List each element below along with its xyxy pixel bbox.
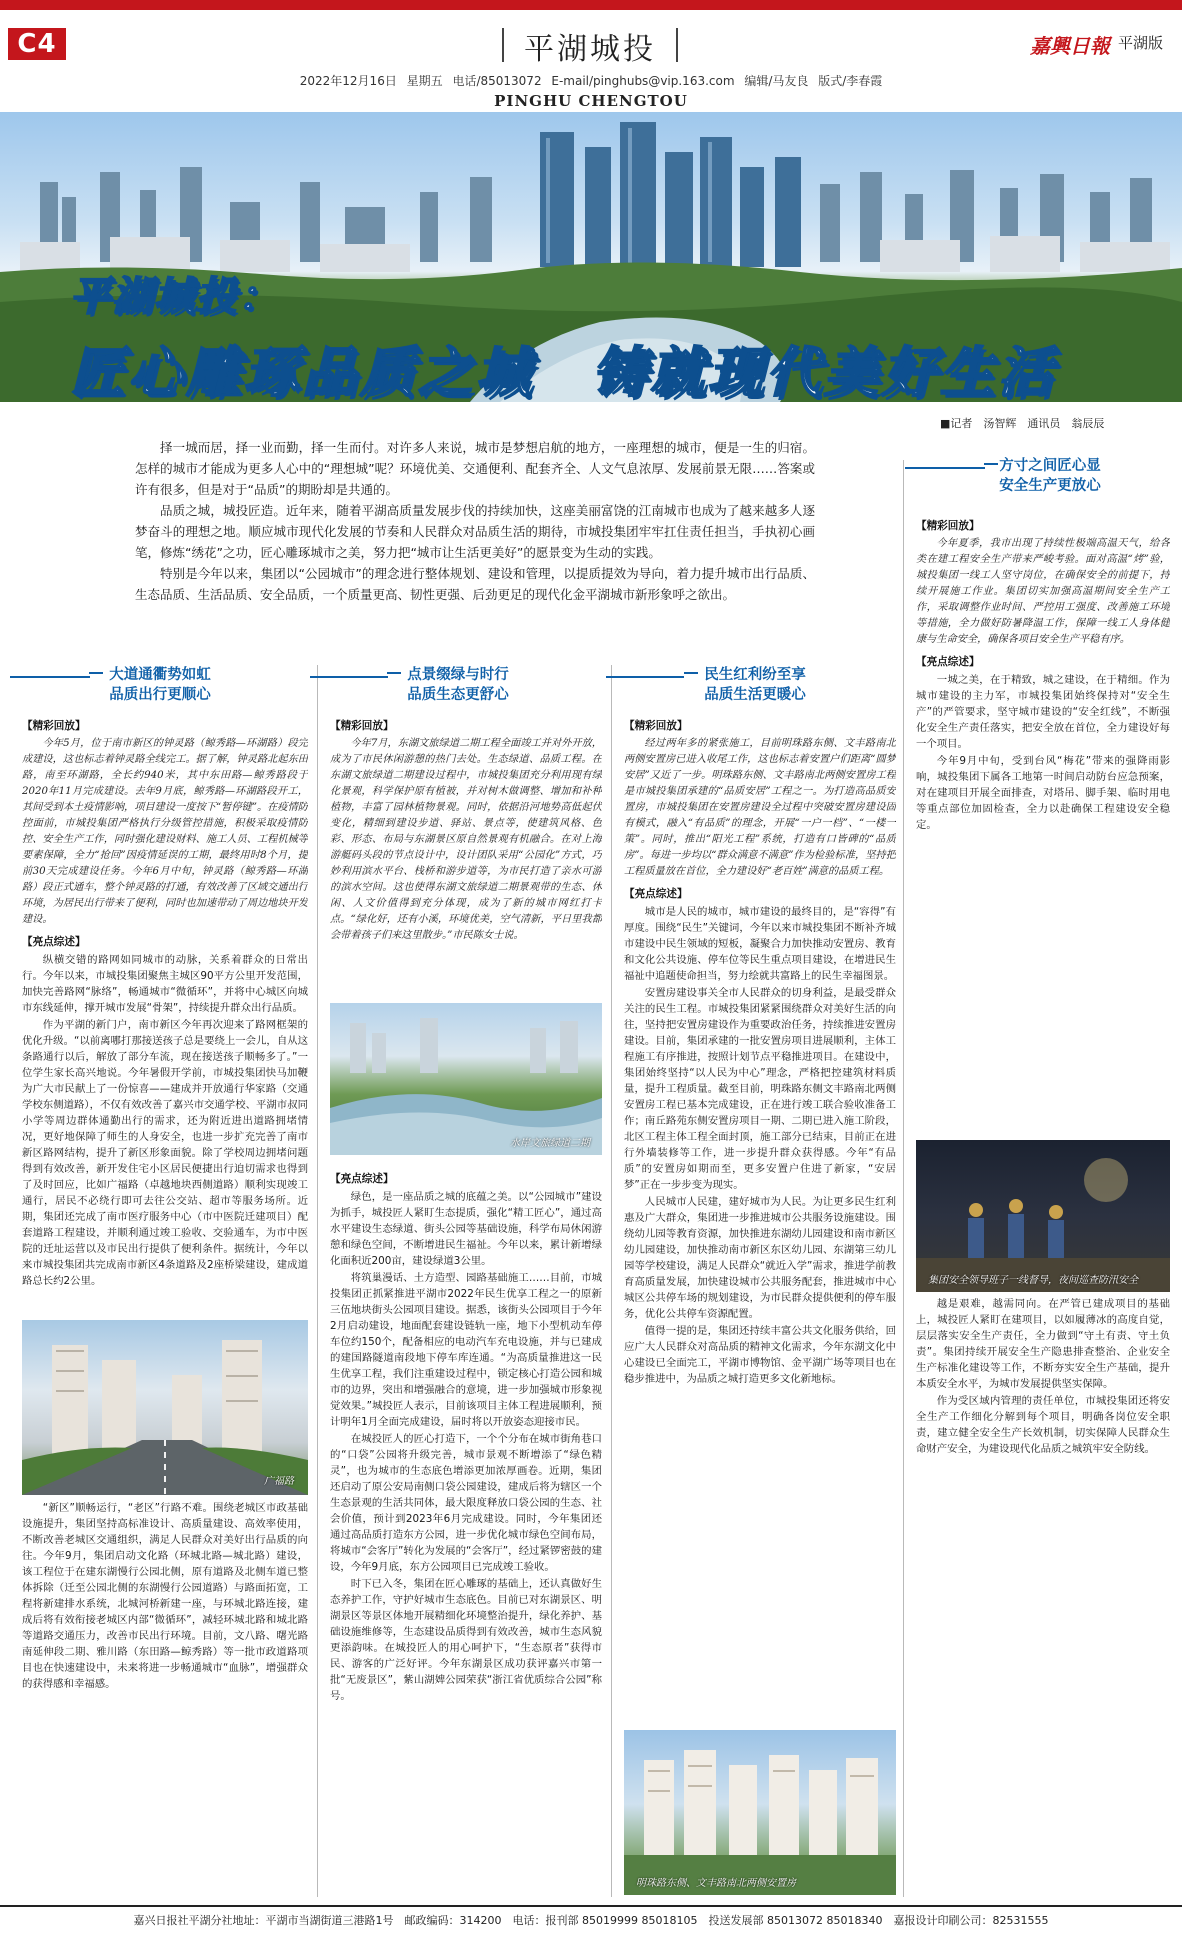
review-text: 今年7月，东湖文旅绿道二期工程全面竣工并对外开放，成为了市民休闲游憩的热门去处。生态绿道、品质工程。在东湖文旅绿道二期建设过程中，市城投集团充分利用现有绿化景观，科学保护原有植被，并对树木做调整、增加和补种植物，丰富了园林植物景观。同时，依据沿河地势高低起伏变化，精细到建设步道、驿站、景点等，使建筑风格、色彩、形态、布局与东湖景区原自然景观有机融合。在对上海游艇码头段的节点设计中，设计团队采用“公园化”方式，巧妙利用滨水平台、栈桥和游步道等，为市民打造了亲水可游的滨水空间。这也使得东湖文旅绿道二期景观带的生态、休闲、人文价值得到充分体现，成为了新的城市网红打卡点。“绿化好，还有小溪，环境优美，空气清新，平日里我都会带着孩子们来这里散步。”市民陈女士说。: [330, 738, 602, 941]
highlight-paragraph: 作为受区域内管理的责任单位，市城投集团还将安全生产工作细化分解到每个项目，明确各岗位安全职责，建立健全安全生产长效机制，切实保障人民群众生命财产安全，为建设现代化品质之城筑牢安全防线。: [916, 1395, 1170, 1455]
footer-rule: [0, 1905, 1182, 1907]
column-2-highlights: [330, 1165, 602, 1895]
column-4-heading-rule: [905, 467, 985, 469]
issue-meta-line: 2022年12月16日 星期五 电话/85013072 E-mail/pinghubs@vip.163.com 编辑/马友良 版式/李春霞: [299, 74, 883, 88]
highlight-tag: 【亮点综述】: [916, 656, 980, 668]
newspaper-logo: 嘉興日報: [1030, 34, 1110, 58]
column-1-photo-caption: 广福路: [264, 1476, 294, 1487]
highlight-paragraph: 越是艰难，越需同向。在严管已建成项目的基础上，城投匠人紧盯在建项目，以如履薄冰的高度自觉，层层落实安全生产责任，全力做到“守土有责、守土负责”。集团持续开展安全生产隐患排查整治、企业安全生产标准化建设等工作，不断夯实安全生产基础，提升本质安全水平，为城市发展提供坚实保障。: [916, 1298, 1170, 1390]
column-2-heading-line2: 品质生态更舒心: [407, 687, 509, 703]
column-divider: [903, 460, 904, 1897]
greenway-photo-illustration: [330, 1003, 602, 1155]
review-text: 经过两年多的紧张施工，目前明珠路东侧、文丰路南北两侧安置房已进入收尾工作，这也标志着安置户们距离“圆梦安居”又近了一步。明珠路东侧、文丰路南北两侧安置房工程是市城投集团承建的“品质安居”工程之一。为打造高品质安置房，市城投集团在安置房建设全过程中突破安置房建设固有模式，融入“有品质”的理念，开展“一户一档”、“一楼一策”。同时，推出“阳光工程”系统，打造有口皆碑的“品质房”。每进一步均以“群众满意不满意”作为检验标准，坚持把工程质量放在首位，全力建设好“老百姓”满意的品质工程。: [624, 738, 896, 877]
page-number-badge: C4: [8, 28, 66, 60]
column-3-photo-caption: 明珠路东侧、文丰路南北两侧安置房: [636, 1878, 796, 1889]
intro-paragraph: 品质之城，城投匠造。近年来，随着平湖高质量发展步伐的持续加快，这座美丽富饶的江南城市也成为了越来越多人逐梦奋斗的理想之地。顺应城市现代化发展的节奏和人民群众对品质生活的期待，市城投集团牢牢扛住责任担当，手执初心画笔，修炼“绣花”之功，匠心雕琢城市之美，努力把“城市让生活更美好”的愿景变为生动的实践。: [135, 503, 815, 560]
review-tag: 【精彩回放】: [916, 520, 980, 532]
column-4-photo: [916, 1140, 1170, 1292]
highlight-paragraph: 在城投匠人的匠心打造下，一个个分布在城市街角巷口的“口袋”公园将升级完善，城市景观不断增添了“绿色精灵”，也为城市的生态底色增添更加浓厚画卷。近期，集团还启动了原公安局南侧口袋公园建设，建成后将为辖区一个生态景观的生活共同体，最大限度释放口袋公园的生态、社会价值，预计到2023年6月完成建设。同时，今年集团还通过高品质打造东方公园，进一步优化城市绿色空间布局，将城市“会客厅”转化为发展的“会客厅”，经过紧锣密鼓的建设，今年9月底，东方公园项目已完成竣工验收。: [330, 1433, 602, 1573]
highlight-paragraph: 今年9月中旬，受到台风“梅花”带来的强降雨影响，城投集团下属各工地第一时间启动防台应急预案，对在建项目开展全面排查，对塔吊、脚手架、临时用电等重点部位加固检查，全力以赴确保工程建设安全稳定。: [916, 755, 1170, 831]
column-2-review: [330, 712, 602, 997]
column-4-heading-line2: 安全生产更放心: [999, 478, 1101, 494]
column-1-heading-line2: 品质出行更顺心: [109, 687, 211, 703]
review-tag: 【精彩回放】: [22, 720, 86, 732]
highlight-paragraph: 作为平湖的新门户，南市新区今年再次迎来了路网框架的优化升级。“以前离哪打那接送孩子总是要绕上一会儿，自从这条路通行以后，解放了部分车流，现在接送孩子顺畅多了。”一位学生家长高兴地说。今年暑假开学前，市城投集团快马加鞭为广大市民献上了一份惊喜——建成并开放通行华家路（交通学校东侧道路），不仅有效改善了嘉兴市交通学校、平湖市叔同小学等周边群体通勤出行的需求，还为附近进出道路拥堵情况，更好地保障了师生的人身安全，也进一步扩充完善了南市新区路网结构，提升了新区形象面貌。除了学校周边拥堵问题得到有效改善，新开发住宅小区居民便捷出行迫切需求也得到了及时回应，比如广福路（卓越地块西侧道路）顺利实现竣工通行，居民不必绕行即可去往公交站、超市等服务场所。近期，集团还完成了南市医疗服务中心（市中医院迁建项目）配套道路工程建设，并顺利通过竣工验收、交验通车，为市中医院的迁址运营以及市民出行提供了便利条件。据统计，今年以来市城投集团共完成南市新区4条道路及2座桥梁建设，建成道路总长约2公里。: [22, 1019, 308, 1287]
column-3-heading: [690, 665, 820, 705]
intro-paragraph: 择一城而居，择一业而勤，择一生而付。对许多人来说，城市是梦想启航的地方，一座理想的城市，便是一生的归宿。怎样的城市才能成为更多人心中的“理想城”呢？环境优美、交通便利、配套齐全、人文气息浓厚、发展前景无限……答案或许有很多，但是对于“品质”的期盼却是共通的。: [135, 440, 815, 497]
top-color-bar: [0, 0, 1182, 10]
column-2-heading-rule: [310, 676, 388, 678]
highlight-paragraph: 人民城市人民建，建好城市为人民。为让更多民生红利惠及广大群众，集团进一步推进城市公共服务设施建设。围绕幼儿园等教育资源，加快推进东湖幼儿园建设和南市新区幼儿园建设，加快推动南市新区东区幼儿园、东湖第三幼儿园等学校建设，满足人民群众“就近入学”需求，推进学前教育高质量发展，加快建设城市公共服务配套，推进城市中心城区公共停车场的规划建设，为市民群众提供便利的停车服务，优化公共停车资源配置。: [624, 1196, 896, 1320]
column-3-text: [624, 712, 896, 1727]
night-inspection-photo-illustration: [916, 1140, 1170, 1292]
column-3-heading-line2: 品质生活更暖心: [704, 687, 806, 703]
column-divider: [317, 665, 318, 1897]
column-3-photo: [624, 1730, 896, 1895]
section-title: 平湖城投: [510, 24, 670, 68]
highlight-paragraph: 安置房建设事关全市人民群众的切身利益，是最受群众关注的民生工程。市城投集团紧紧围绕群众对美好生活的向往，坚持把安置房建设作为重要政治任务，持续推进安置房建设。目前，集团承建的一批安置房项目进展顺利，主体工程施工有序推进，按照计划节点平稳推进项目。在建设中，集团始终坚持“以人民为中心”理念，严格把控建筑材料质量，提升工程质量。截至目前，明珠路东侧文丰路南北两侧安置房工程已基本完成建设，正在进行竣工联合验收准备工作；南丘路苑东侧安置房项目一期、二期已进入施工阶段，北区工程主体工程全面封顶，施工部分已结束，目前正在进行外墙装修等工作，进一步提升群众获得感。今年“有品质”的安置房如期而至，更多安置户住进了新家，“安居梦”正在一步步变为现实。: [624, 987, 896, 1191]
highlight-paragraph: 城市是人民的城市，城市建设的最终目的，是“容得”有厚度。围绕“民生”关键词，今年以来市城投集团不断补齐城市建设中民生领域的短板，凝聚合力加快推动安置房、教育和文化公共设施、停车位等民生重点项目建设，在增进民生福祉中追题使命担当，努力绘就共富路上的民生幸福图景。: [624, 906, 896, 982]
column-1-photo: [22, 1320, 308, 1495]
highlight-paragraph: “新区”顺畅运行，“老区”行路不难。围绕老城区市政基础设施提升，集团坚持高标准设计、高质量建设、高效率使用，不断改善老城区交通组织，满足人民群众对美好出行品质的向往。今年9月，集团启动文化路（环城北路—城北路）建设，该工程位于在建东湖慢行公园北侧，原有道路及北侧车道已整体拆除（迁至公园北侧的东湖慢行公园道路）与路面拓宽，工程将新建排水系统，北城河桥新建一座，与环城北路连接，建成后将有效衔接老城区内部“微循环”，减轻环城北路和城北路等道路交通压力，改善市民出行环境。目前，文八路、曙光路南延伸段二期、雅川路（东田路—鲸秀路）等一批市政道路项目也在快速建设中，未来将进一步畅通城市“血脉”，增强群众的获得感和幸福感。: [22, 1502, 308, 1690]
review-text: 今年夏季，我市出现了持续性极端高温天气，给各类在建工程安全生产带来严峻考验。面对高温“烤”验，城投集团一线工人坚守岗位，在确保安全的前提下，持续开展施工作业。集团切实加强高温期间安全生产工作，采取调整作业时间、严控用工强度、改善施工环境等措施，全力做好防暑降温工作，保障一线工人身体健康与生命安全，确保各项目安全生产平稳有序。: [916, 538, 1170, 645]
column-4-heading: [990, 456, 1110, 496]
highlight-paragraph: 值得一提的是，集团还持续丰富公共文化服务供给，回应广大人民群众对高品质的精神文化需求，今年东湖文化中心建设已全面完工，平湖市博物馆、金平湖广场等项目也在稳步推进中，为品质之城打造更多文化新地标。: [624, 1325, 896, 1385]
highlight-paragraph: 纵横交错的路网如同城市的动脉，关系着群众的日常出行。今年以来，市城投集团聚焦主城区90平方公里开发范围，加快完善路网“脉络”，畅通城市“微循环”，并将中心城区向城市东线延伸，撑开城市发展“骨架”，持续提升群众出行品质。: [22, 954, 308, 1014]
article-byline: ■记者 汤智辉 通讯员 翁辰辰: [940, 417, 1105, 430]
review-text: 今年5月，位于南市新区的钟灵路（鲸秀路—环湖路）段完成建设，这也标志着钟灵路全线完工。据了解，钟灵路北起东田路，南至环湖路，全长约940米，其中东田路—鲸秀路段于2020年11月完成建设。去年9月底，鲸秀路—环湖路段开工，其间受到本土疫情影响，项目建设一度按下“暂停键”。在疫情防控面前，市城投集团严格执行分级管控措施，积极采取疫情防控、安全生产工作，同时强化建设财料、施工人员、工程机械等要素保障，全力“抢回”因疫情延误的工期，最终用时8个月，提前30天完成建设任务。今年6月中旬，钟灵路（鲸秀路—环湖路）段正式通车，整个钟灵路的打通，有效改善了区域交通出行环境，为居民出行带来了便利，同时也加速带动了周边地块开发建设。: [22, 738, 308, 925]
highlight-paragraph: 将筑巢漫话、土方造型、园路基础施工……目前，市城投集团正抓紧推进平湖市2022年民生优享工程之一的原新三伍地块街头公园项目建设。据悉，该街头公园项目于今年2月启动建设，地面配套建设链轨一座，地下小型机动车停车位约150个，配备相应的电动汽车充电设施，并与已建成的建国路隧道南段地下停车库连通。“为高质量推进这一民生优享工程，我们注重建设过程中，锁定核心打造公园和城市的边界，突出和增强融合的意境，进一步加强城市形象视觉效果。”城投匠人表示，目前该项目主体工程进展顺利，预计明年1月全面完成建设，届时将以开放姿态迎接市民。: [330, 1272, 602, 1428]
highlight-tag: 【亮点综述】: [624, 888, 688, 900]
column-4-photo-caption: 集团安全领导班子一线督导，夜间巡查防汛安全: [928, 1275, 1138, 1286]
headline-kicker: 平湖城投：: [70, 274, 280, 320]
column-2-photo: [330, 1003, 602, 1155]
column-1-text-top: [22, 712, 308, 1317]
highlight-tag: 【亮点综述】: [22, 936, 86, 948]
column-divider: [611, 665, 612, 1897]
edition-label: 平湖版: [1118, 34, 1164, 52]
column-2-heading: [393, 665, 523, 705]
column-3-heading-rule: [606, 676, 684, 678]
column-2-photo-caption: 水岸文旅绿道二期: [510, 1138, 590, 1149]
column-4-text-top: [916, 512, 1170, 1137]
intro-paragraph: 特别是今年以来，集团以“公园城市”的理念进行整体规划、建设和管理，以提质提效为导向，着力提升城市出行品质、生态品质、生活品质、安全品质，一个质量更高、韧性更强、后劲更足的现代化金平湖城市新形象呼之欲出。: [135, 566, 815, 602]
highlight-paragraph: 一城之美，在于精致，城之建设，在于精细。作为城市建设的主力军，市城投集团始终保持对“安全生产”的严管要求，坚守城市建设的“安全红线”，不断强化安全生产责任落实，把安全放在首位，全力建设好每一个项目。: [916, 674, 1170, 750]
housing-photo-illustration: [624, 1730, 896, 1895]
review-tag: 【精彩回放】: [624, 720, 688, 732]
column-4-text-bottom: [916, 1296, 1170, 1896]
review-tag: 【精彩回放】: [330, 720, 394, 732]
section-pinyin: PINGHU CHENGTOU: [494, 92, 688, 110]
headline-main: 匠心雕琢品质之城 铸就现代美好生活: [70, 341, 1056, 404]
highlight-paragraph: 时下已入冬，集团在匠心雕琢的基础上，还认真做好生态养护工作，守护好城市生态底色。目前已对东湖景区、明湖景区等景区体地开展精细化环境整治提升，绿化养护、基础设施维修等，生态建设品质得到有效改善，城市生态风貌更添韵味。在城投匠人的用心呵护下，“生态原者”获得市民、游客的广泛好评。今年东湖景区成功获评嘉兴市第一批“无废景区”，紫山湖婢公园荣获“浙江省优质综合公园”称号。: [330, 1578, 602, 1702]
article-intro: [135, 437, 815, 605]
column-1-heading: [95, 665, 225, 705]
highlight-paragraph: 绿色，是一座品质之城的底蕴之美。以“公园城市”建设为抓手，城投匠人紧盯生态提质，强化“精工匠心”，通过高水平建设生态绿道、街头公园等基础设施，科学布局休闲游憩和绿色空间，不断增进民生福祉。今年以来，累计新增绿化面积近200亩，建设绿道3公里。: [330, 1191, 602, 1267]
highlight-tag: 【亮点综述】: [330, 1173, 394, 1185]
column-1-heading-line1: 大道通衢势如虹: [109, 667, 211, 683]
column-3-heading-line1: 民生红利纷至享: [704, 667, 806, 683]
road-photo-illustration: [22, 1320, 308, 1495]
column-1-text-bottom: [22, 1500, 308, 1895]
column-4-heading-line1: 方寸之间匠心显: [999, 458, 1101, 474]
column-2-heading-line1: 点景缀绿与时行: [407, 667, 509, 683]
footer-address-line: 嘉兴日报社平湖分社地址：平湖市当湖街道三港路1号 邮政编码：314200 电话：报刊部 85019999 85018105 投送发展部 85013072 85018340 嘉报设计印刷公司：82531555: [133, 1914, 1049, 1927]
column-1-heading-rule: [10, 676, 90, 678]
